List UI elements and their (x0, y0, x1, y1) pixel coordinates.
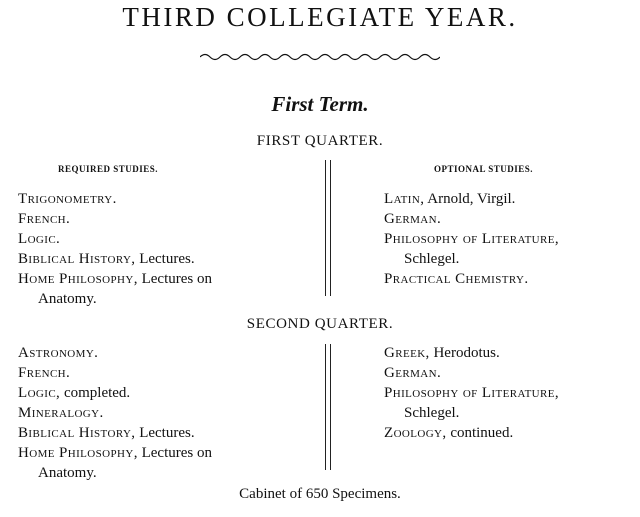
study-subject: Home Philosophy, (18, 445, 138, 461)
first-quarter-optional-list (384, 189, 559, 289)
study-detail-continuation: Anatomy. (38, 465, 97, 481)
study-item (18, 403, 212, 423)
footer-note: Cabinet of 650 Specimens. (239, 486, 401, 502)
study-subject: Logic, (18, 385, 61, 401)
second-quarter-required-list (18, 343, 212, 483)
study-subject: German. (384, 365, 442, 381)
study-item (18, 343, 212, 363)
column-divider (325, 160, 331, 296)
study-item (18, 229, 212, 249)
wavy-rule-ornament (200, 50, 440, 64)
study-item (18, 189, 212, 209)
study-detail-continuation: Schlegel. (404, 405, 460, 421)
study-subject: Latin, (384, 191, 425, 207)
study-detail: Arnold, Virgil. (424, 191, 516, 207)
first-quarter-required-list (18, 189, 212, 309)
study-detail-continuation: Anatomy. (38, 291, 97, 307)
study-subject: Greek, (384, 345, 430, 361)
study-detail: completed. (60, 385, 131, 401)
study-subject: German. (384, 211, 442, 227)
study-subject: Philosophy of Literature, (384, 231, 560, 247)
study-subject: Astronomy. (18, 345, 99, 361)
study-subject: Logic. (18, 231, 61, 247)
study-detail: continued. (446, 425, 514, 441)
required-studies-heading: REQUIRED STUDIES. (58, 164, 159, 174)
study-subject: Philosophy of Literature, (384, 385, 560, 401)
study-detail: Lectures. (135, 425, 195, 441)
study-subject: Biblical History, (18, 425, 136, 441)
first-quarter-heading: FIRST QUARTER. (256, 133, 384, 149)
study-item (384, 209, 559, 229)
page-title: THIRD COLLEGIATE YEAR. (122, 2, 518, 32)
study-item (384, 363, 559, 383)
study-subject: French. (18, 211, 71, 227)
study-subject: French. (18, 365, 71, 381)
second-quarter-heading: SECOND QUARTER. (246, 316, 394, 332)
study-item (18, 209, 212, 229)
column-divider (325, 344, 331, 470)
study-item (18, 383, 212, 403)
study-item (384, 383, 559, 403)
study-detail: Lectures on (137, 271, 212, 287)
study-subject: Trigonometry. (18, 191, 117, 207)
study-detail: Lectures. (135, 251, 195, 267)
study-subject: Practical Chemistry. (384, 271, 529, 287)
study-item (384, 269, 559, 289)
study-item (18, 249, 212, 269)
study-item (18, 423, 212, 443)
study-item (384, 343, 559, 363)
study-detail: Lectures on (137, 445, 212, 461)
study-subject: Zoology, (384, 425, 447, 441)
study-subject: Home Philosophy, (18, 271, 138, 287)
term-heading: First Term. (271, 92, 369, 116)
study-subject: Biblical History, (18, 251, 136, 267)
study-item (18, 443, 212, 463)
study-item (384, 423, 559, 443)
second-quarter-optional-list (384, 343, 559, 443)
study-detail-continuation: Schlegel. (404, 251, 460, 267)
study-item (384, 189, 559, 209)
study-subject: Mineralogy. (18, 405, 104, 421)
study-item (18, 363, 212, 383)
optional-studies-heading: OPTIONAL STUDIES. (434, 164, 534, 174)
study-detail: Herodotus. (429, 345, 500, 361)
study-item (384, 229, 559, 249)
study-item (18, 269, 212, 289)
